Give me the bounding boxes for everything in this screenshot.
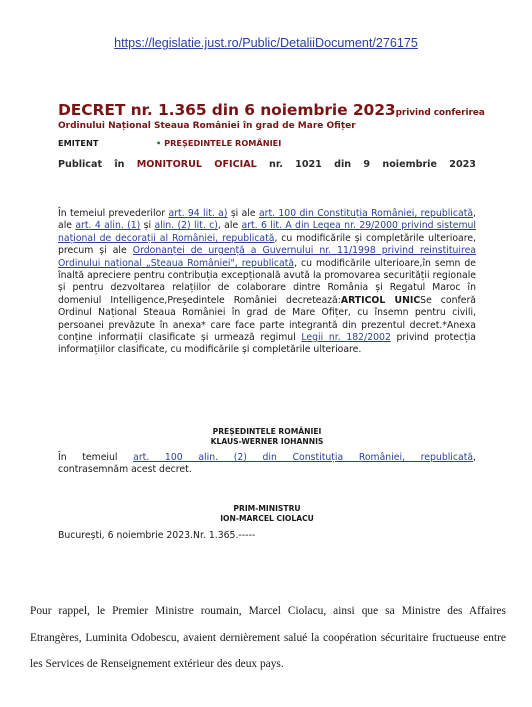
articol-unic-label: ARTICOL UNIC (340, 294, 421, 306)
countersign-text (58, 452, 476, 477)
signature-role: PRIM-MINISTRU (233, 504, 301, 513)
link-art-4-alin-1[interactable]: art. 4 alin. (1) (75, 220, 141, 232)
body-text: , ale (58, 208, 477, 232)
article-caption: Pour rappel, le Premier Ministre roumain, Marcel Ciolacu, ainsi que sa Ministre des Affaires Etrangères, Luminita Odobescu, avaient dernièrement salué la coopération sécuritaire fructueuse entre les Services de Renseignement extérieur des deux pays. (30, 605, 506, 670)
countersign-line2: contrasemnăm acest decret. (58, 464, 192, 476)
decree-body (58, 208, 476, 357)
countersign-line1 (58, 452, 476, 464)
body-text: În temeiul prevederilor (58, 208, 169, 219)
publicat-nr-label: nr. (269, 159, 283, 170)
source-url-link[interactable]: https://legislatie.just.ro/Public/DetaliiDocument/276175 (114, 36, 418, 50)
countersign-text-part: , (473, 452, 477, 463)
body-text: , cu modificările ulterioare,în semn de înaltă apreciere pentru contribuția excepțională avută la promovarea securității regionale și pentru dezvoltarea relațiilor de colaborare dintre România și Regatul Maroc în domeniul Intelligence,Președintele României decretează: (58, 257, 476, 306)
date-line: București, 6 noiembrie 2023.Nr. 1.365.----- (58, 530, 256, 541)
link-art-100-alin-2[interactable]: art. 100 alin. (2) din Constituția României, republicată (133, 452, 474, 463)
decree-title-rest: privind conferirea (395, 108, 485, 118)
publicat-prefix: Publicat în (58, 159, 125, 170)
president-signature (58, 427, 476, 447)
publicat-din: din (334, 159, 352, 170)
link-art-100-constitutie[interactable]: art. 100 din Constituția României, republicată (258, 208, 474, 219)
body-text: , cu modificările și completările ulterioare, precum și ale (58, 232, 476, 257)
publicat-year: 2023 (449, 159, 476, 170)
publicat-nr: 1021 (295, 159, 322, 170)
publicat-day: 9 (363, 159, 371, 170)
countersign-text-part: În temeiul (58, 452, 134, 463)
decree-title (58, 101, 485, 119)
emitent-value: • PREȘEDINTELE ROMÂNIEI (156, 138, 281, 148)
link-art-94[interactable]: art. 94 lit. a) (168, 208, 228, 219)
body-text: , ale (217, 220, 242, 232)
emitent-row (58, 138, 476, 148)
publication-row (58, 159, 476, 170)
link-lege-29-2000[interactable]: art. 6 lit. A din Legea nr. 29/2000 privind sistemul național de decorații al României, republicată (58, 220, 476, 244)
signature-name: ION-MARCEL CIOLACU (220, 514, 314, 523)
signature-role: PREȘEDINTELE ROMÂNIEI (212, 427, 322, 436)
body-text: privind protecția informațiilor clasificate, cu modificările și completările ulterioare. (58, 332, 476, 356)
link-lege-182-2002[interactable]: Legii nr. 182/2002 (301, 332, 391, 344)
link-alin-2-lit-c[interactable]: alin. (2) lit. c) (154, 220, 218, 232)
publicat-monitor: MONITORUL OFICIAL (136, 159, 257, 170)
decree-subtitle: Ordinului Național Steaua României în grad de Mare Ofițer (58, 121, 356, 131)
publicat-month: noiembrie (382, 159, 437, 170)
body-text: și ale (227, 208, 259, 219)
emitent-label: EMITENT (58, 138, 99, 148)
decree-title-main: DECRET nr. 1.365 din 6 noiembrie 2023 (58, 101, 396, 119)
body-text: Se conferă Ordinul Național Steaua României în grad de Mare Ofițer, cu însemn pentru civili, persoanei prevăzute în anexa* care face parte integrantă din prezentul decret.*Anexa conține informații clasificate și urmează regimul (58, 294, 476, 344)
prime-minister-signature (58, 504, 476, 524)
link-oug-11-1998[interactable]: Ordonanței de urgență a Guvernului nr. 11/1998 privind reinstituirea Ordinului național „Steaua României", republicată (58, 245, 476, 269)
signature-name: KLAUS-WERNER IOHANNIS (210, 437, 324, 446)
body-text: și (140, 220, 155, 232)
